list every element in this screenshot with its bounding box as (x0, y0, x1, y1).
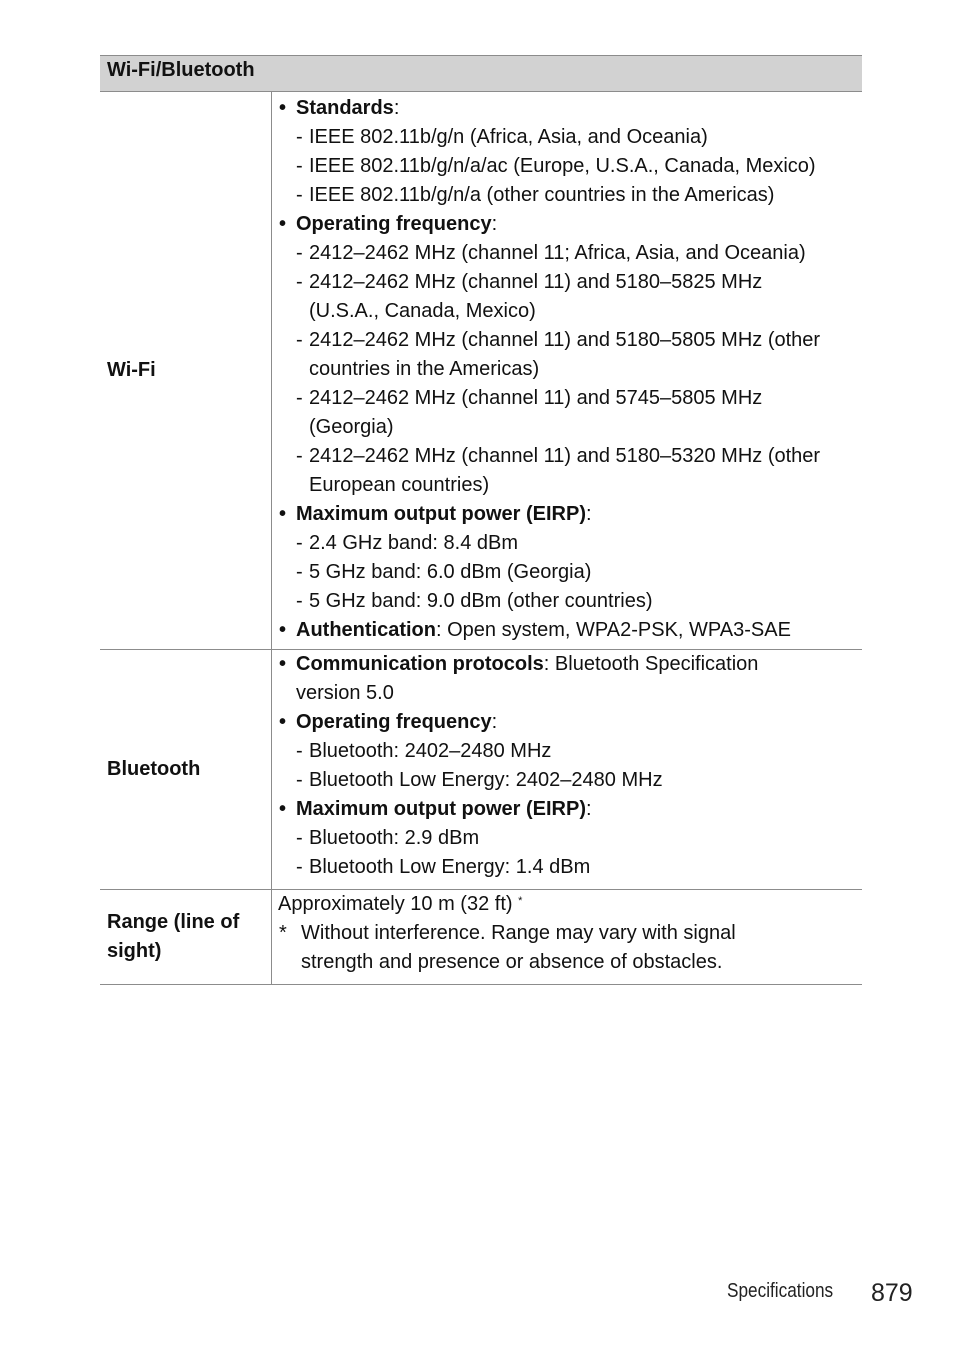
range-value-line (278, 890, 858, 919)
list-item: - 5 GHz band: 9.0 dBm (other countries) (278, 587, 858, 616)
wifi-row (100, 92, 862, 650)
list-item: - Bluetooth: 2.9 dBm (278, 824, 858, 853)
wifi-label: Wi-Fi (100, 92, 272, 649)
wifi-power-item: • Maximum output power (EIRP): (278, 500, 858, 529)
list-item: - 2.4 GHz band: 8.4 dBm (278, 529, 858, 558)
list-item: - 2412–2462 MHz (channel 11) and 5745–5805 MHz (Georgia) (278, 384, 829, 442)
standards-key: Standards (296, 97, 394, 119)
bluetooth-power-item: • Maximum output power (EIRP): (278, 795, 858, 824)
footnote-text: Without interference. Range may vary with signal strength and presence or absence of obstacles. (301, 922, 736, 973)
bluetooth-frequency-key: Operating frequency (296, 711, 492, 733)
bluetooth-label: Bluetooth (100, 650, 272, 889)
authentication-item (278, 616, 858, 645)
authentication-value: : Open system, WPA2-PSK, WPA3-SAE (436, 619, 791, 641)
range-row (100, 890, 862, 985)
range-footnote (278, 919, 801, 977)
list-item: - 2412–2462 MHz (channel 11) and 5180–5320 MHz (other European countries) (278, 442, 829, 500)
list-item: - IEEE 802.11b/g/n/a/ac (Europe, U.S.A., Canada, Mexico) (278, 152, 858, 181)
list-item: - Bluetooth Low Energy: 1.4 dBm (278, 853, 858, 882)
list-item: - 2412–2462 MHz (channel 11) and 5180–5825 MHz (U.S.A., Canada, Mexico) (278, 268, 829, 326)
footer-section-title: Specifications (727, 1280, 834, 1302)
bluetooth-frequency-item: • Operating frequency: (278, 708, 858, 737)
wifi-frequency-item: • Operating frequency: (278, 210, 858, 239)
footnote-mark: * (279, 922, 287, 944)
list-item: - 2412–2462 MHz (channel 11; Africa, Asia, and Oceania) (278, 239, 858, 268)
bluetooth-row (100, 650, 862, 890)
range-content (272, 890, 862, 984)
wifi-power-key: Maximum output power (EIRP) (296, 503, 586, 525)
protocols-key: Communication protocols (296, 653, 544, 675)
standards-item: • Standards: (278, 94, 858, 123)
list-item: - Bluetooth Low Energy: 2402–2480 MHz (278, 766, 858, 795)
table-header: Wi-Fi/Bluetooth (100, 56, 862, 92)
range-label: Range (line of sight) (100, 890, 272, 984)
list-item: - 2412–2462 MHz (channel 11) and 5180–5805 MHz (other countries in the Americas) (278, 326, 829, 384)
list-item: - IEEE 802.11b/g/n (Africa, Asia, and Oceania) (278, 123, 858, 152)
spec-table (100, 55, 862, 985)
bluetooth-power-key: Maximum output power (EIRP) (296, 798, 586, 820)
list-item: - 5 GHz band: 6.0 dBm (Georgia) (278, 558, 858, 587)
authentication-key: Authentication (296, 619, 436, 641)
list-item: - IEEE 802.11b/g/n/a (other countries in the Americas) (278, 181, 858, 210)
bluetooth-content (272, 650, 862, 889)
range-value: Approximately 10 m (32 ft) (278, 893, 513, 915)
footnote-marker: * (518, 895, 523, 907)
wifi-frequency-key: Operating frequency (296, 213, 492, 235)
list-item: - Bluetooth: 2402–2480 MHz (278, 737, 858, 766)
protocols-value: : Bluetooth Specification version 5.0 (296, 653, 759, 704)
wifi-content (272, 92, 862, 649)
page-number: 879 (871, 1279, 913, 1307)
protocols-item (278, 650, 826, 708)
